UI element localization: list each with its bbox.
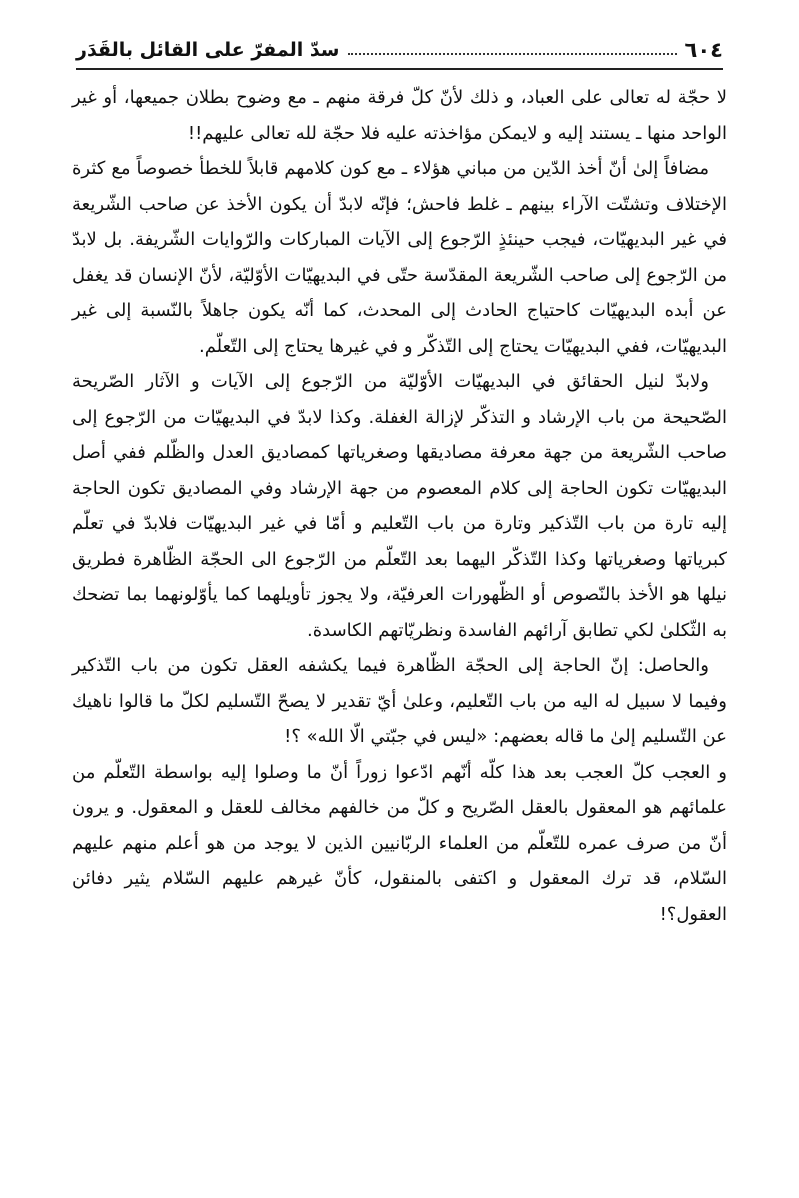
dotted-leader [348, 53, 677, 55]
book-title: سدّ المفرّ على القائل بالقَدَر [76, 39, 340, 61]
paragraph-2: مضافاً إلىٰ أنّ أخذ الدّين من مباني هؤلاء ـ مع كون كلامهم قابلاً للخطأ خصوصاً مع كثرة الإختلاف وتشتّت الآراء بينهم ـ غلط فاحش؛ فإنّه لابدّ أن يكون الأخذ عن صاحب الشّريعة في غير البديهيّات، فيجب حينئذٍ الرّجوع إلى الآيات المباركات والرّوايات الشّريفة. بل لابدّ من الرّجوع إلى صاحب الشّريعة المقدّسة حتّى في البديهيّات الأوّليّة، لأنّ الإنسان قد يغفل عن أبده البديهيّات كاحتياج الحادث إلى المحدث، كما أنّه يكون جاهلاً بالنّسبة إلى غير البديهيّات، ففي البديهيّات يحتاج إلى التّذكّر و في غيرها يحتاج إلى التّعلّم. [72, 158, 727, 357]
paragraph-1: لا حجّة له تعالى على العباد، و ذلك لأنّ كلّ فرقة منهم ـ مع وضوح بطلان جميعها، أو غير الواحد منها ـ يستند إليه و لايمكن مؤاخذته عليه فلا حجّة لله تعالى عليهم!! [72, 87, 727, 144]
paragraph-3: ولابدّ لنيل الحقائق في البديهيّات الأوّليّة من الرّجوع إلى الآيات و الآثار الصّريحة الصّحيحة من باب الإرشاد و التذكّر لإزالة الغفلة. وكذا لابدّ في البديهيّات من الرّجوع إلى صاحب الشّريعة من جهة معرفة مصاديقها وصغرياتها كمصاديق العدل والظّلم ففي أصل البديهيّات تكون الحاجة إلى كلام المعصوم من جهة الإرشاد وفي المصاديق تكون الحاجة إليه تارة من باب التّذكير وتارة من باب التّعليم و أمّا في غير البديهيّات فلابدّ في تعلّم كبرياتها وصغرياتها وكذا التّذكّر اليهما بعد التّعلّم من الرّجوع الى الحجّة الظّاهرة فطريق نيلها هو الأخذ بالنّصوص أو الظّهورات العرفيّة، ولا يجوز تأويلهما كما يأوّلونهما بما تضحك به الثّكلىٰ لكي تطابق آرائهم الفاسدة ونظريّاتهم الكاسدة. [72, 371, 727, 641]
body-text [72, 80, 727, 932]
paragraph-5: و العجب كلّ العجب بعد هذا كلّه أنّهم ادّعوا زوراً أنّ ما وصلوا إليه بواسطة التّعلّم من علمائهم هو المعقول بالعقل الصّريح و كلّ من خالفهم مخالف للعقل و المعقول. و يرون أنّ من صرف عمره للتّعلّم من العلماء الربّانيين الذين لا يوجد من هو أعلم منهم عليهم السّلام، قد ترك المعقول و اكتفى بالمنقول، كأنّ غيرهم عليهم السّلام يثير دفائن العقول؟! [72, 761, 727, 925]
running-head [76, 32, 723, 70]
page-number: ٦٠٤ [684, 38, 723, 62]
paragraph-4: والحاصل: إنّ الحاجة إلى الحجّة الظّاهرة فيما يكشفه العقل تكون من باب التّذكير وفيما لا سبيل له اليه من باب التّعليم، وعلىٰ أيّ تقدير لا يصحّ التّسليم لكلّ ما قالوا ناهيك عن التّسليم إلىٰ ما قاله بعضهم: «ليس في جبّتي الّا الله» ؟! [72, 655, 727, 747]
